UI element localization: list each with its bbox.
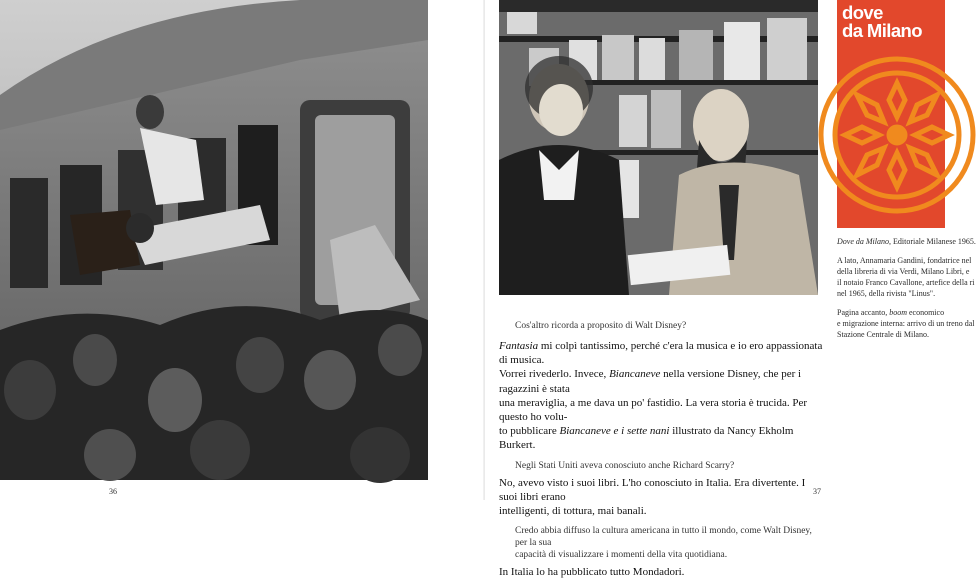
photo-illustration (0, 0, 428, 480)
cover-title-line2: da Milano (842, 20, 922, 41)
answer-line: intelligenti, di tottura, mai banali. (499, 505, 647, 518)
caption-line: della libreria di via Verdi, Milano Libri, e (837, 267, 970, 276)
answer-line: In Italia lo ha pubblicato tutto Mondadori. (499, 566, 685, 579)
answer-line: Fantasia mi colpì tantissimo, perché c'era la musica e io ero appassionata di musica. (499, 340, 823, 367)
left-page (0, 0, 485, 500)
interview-text (499, 320, 824, 579)
answer-line: No, avevo visto i suoi libri. L'ho conosciuto in Italia. Era divertente. I suoi libri erano (499, 476, 806, 503)
question: capacità di visualizzare i momenti della vita quotidiana. (515, 550, 728, 561)
caption-line: Stazione Centrale di Milano. (837, 330, 929, 339)
bookshop-photo (499, 0, 818, 295)
cover-title-line1: dove (842, 2, 883, 23)
question: Cos'altro ricorda a proposito di Walt Disney? (515, 321, 687, 331)
photo-illustration (499, 0, 818, 295)
page-number: 36 (109, 487, 117, 496)
answer-line: una meraviglia, a me dava un po' fastidio. La vera storia è trucida. Per questo ho volu- (499, 396, 808, 424)
question: Credo abbia diffuso la cultura americana in tutto il mondo, come Walt Disney, per la sua (515, 526, 812, 549)
page-number: 37 (813, 487, 821, 496)
caption-line: e migrazione interna: arrivo di un treno dal (837, 319, 975, 328)
right-page (485, 0, 976, 579)
photo-caption (837, 236, 976, 340)
answer-line: Vorrei rivederlo. Invece, Biancaneve nella versione Disney, che per i ragazzini è stata (499, 368, 802, 395)
book-cover (837, 0, 945, 228)
caption-line: Pagina accanto, boom economico (837, 308, 945, 317)
caption-line: A lato, Annamaria Gandini, fondatrice nel (837, 256, 972, 265)
train-emigrants-photo (0, 0, 428, 480)
question: Negli Stati Uniti aveva conosciuto anche Richard Scarry? (515, 460, 735, 471)
caption-line: nel 1965, della rivista "Linus". (837, 289, 936, 298)
caption-line: il notaio Franco Cavallone, artefice della ri (837, 278, 975, 287)
cover-title (842, 4, 946, 40)
answer-line: to pubblicare Biancaneve e i sette nani illustrato da Nancy Ekholm Burkert. (499, 425, 794, 452)
caption-title: Dove da Milano, Editoriale Milanese 1965. (837, 237, 976, 246)
